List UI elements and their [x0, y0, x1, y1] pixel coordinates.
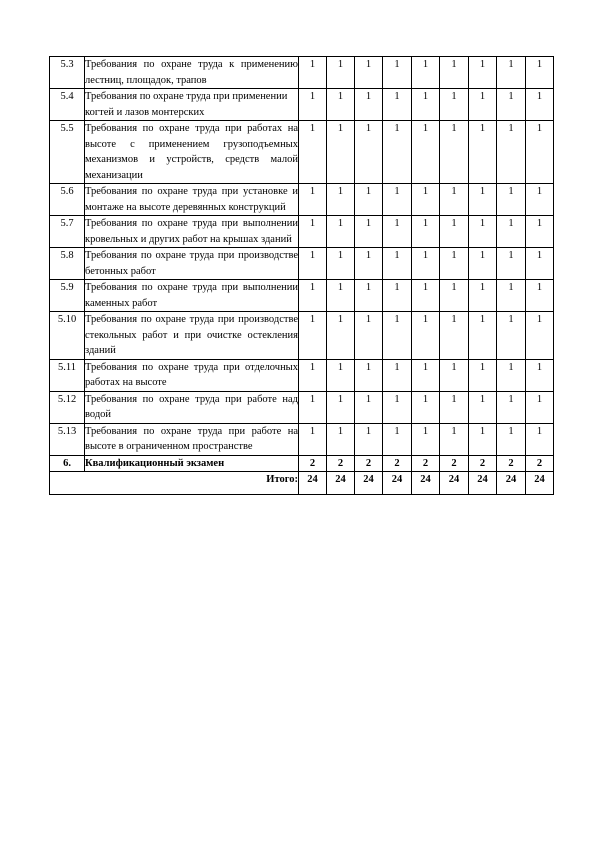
row-number: 5.9	[50, 280, 85, 312]
hours-cell: 1	[526, 216, 554, 248]
hours-cell: 2	[440, 455, 469, 472]
row-number: 5.6	[50, 184, 85, 216]
hours-cell: 1	[299, 359, 327, 391]
table-row	[50, 184, 554, 216]
row-title-cell	[85, 423, 299, 455]
hours-cell: 1	[469, 391, 497, 423]
row-title: Требования по охране труда при выполнении кровельных и других работ на крышах зданий	[85, 218, 298, 245]
row-title: Требования по охране труда при производстве бетонных работ	[85, 250, 298, 277]
hours-cell: 1	[497, 89, 526, 121]
hours-cell: 1	[327, 216, 355, 248]
hours-cell: 1	[355, 423, 383, 455]
hours-cell: 1	[383, 57, 412, 89]
hours-cell: 1	[327, 89, 355, 121]
hours-cell: 2	[497, 455, 526, 472]
row-number: 5.3	[50, 57, 85, 89]
hours-cell: 1	[440, 359, 469, 391]
row-title-cell	[85, 391, 299, 423]
hours-cell: 1	[327, 391, 355, 423]
hours-cell: 1	[497, 121, 526, 184]
hours-cell: 1	[355, 359, 383, 391]
table-body	[50, 57, 554, 495]
hours-cell: 1	[355, 57, 383, 89]
hours-cell: 1	[412, 423, 440, 455]
hours-cell: 1	[383, 359, 412, 391]
hours-cell: 1	[440, 184, 469, 216]
hours-cell: 1	[383, 121, 412, 184]
hours-cell: 1	[383, 248, 412, 280]
hours-cell: 1	[526, 184, 554, 216]
hours-cell: 1	[355, 121, 383, 184]
hours-cell: 1	[526, 280, 554, 312]
hours-cell: 1	[497, 216, 526, 248]
hours-cell: 1	[327, 359, 355, 391]
hours-cell: 1	[412, 280, 440, 312]
table-row	[50, 216, 554, 248]
row-title-cell	[85, 248, 299, 280]
row-number: 5.4	[50, 89, 85, 121]
hours-cell: 1	[497, 280, 526, 312]
hours-cell: 1	[526, 423, 554, 455]
row-title: Требования по охране труда при применении когтей и лазов монтерских	[85, 91, 288, 118]
hours-cell: 1	[299, 280, 327, 312]
hours-cell: 1	[355, 184, 383, 216]
hours-cell: 1	[383, 423, 412, 455]
hours-cell: 1	[327, 57, 355, 89]
hours-cell: 1	[383, 216, 412, 248]
hours-cell: 1	[299, 184, 327, 216]
hours-cell: 1	[526, 359, 554, 391]
hours-cell: 1	[299, 423, 327, 455]
hours-cell: 1	[469, 248, 497, 280]
hours-cell: 1	[327, 248, 355, 280]
row-title: Требования по охране труда к применению лестниц, площадок, трапов	[85, 59, 298, 86]
table-row	[50, 423, 554, 455]
hours-cell: 1	[383, 184, 412, 216]
row-title-cell	[85, 121, 299, 184]
row-title-cell	[85, 280, 299, 312]
hours-cell: 1	[412, 391, 440, 423]
table-row	[50, 312, 554, 360]
row-title-cell	[85, 312, 299, 360]
hours-cell: 1	[526, 391, 554, 423]
row-number: 5.13	[50, 423, 85, 455]
hours-cell: 1	[383, 89, 412, 121]
hours-cell: 1	[355, 280, 383, 312]
hours-cell: 1	[327, 280, 355, 312]
hours-cell: 1	[440, 280, 469, 312]
hours-cell: 1	[299, 57, 327, 89]
hours-cell: 1	[412, 184, 440, 216]
row-number: 5.12	[50, 391, 85, 423]
hours-cell: 2	[327, 455, 355, 472]
hours-cell: 2	[299, 455, 327, 472]
hours-cell: 2	[526, 455, 554, 472]
hours-cell: 1	[469, 121, 497, 184]
hours-cell: 1	[497, 312, 526, 360]
hours-cell: 1	[412, 89, 440, 121]
hours-cell: 1	[383, 391, 412, 423]
hours-cell: 1	[327, 121, 355, 184]
hours-cell: 24	[469, 472, 497, 495]
hours-cell: 1	[383, 312, 412, 360]
hours-cell: 1	[299, 248, 327, 280]
row-number: 5.5	[50, 121, 85, 184]
hours-cell: 1	[526, 57, 554, 89]
hours-cell: 1	[497, 184, 526, 216]
hours-cell: 1	[469, 280, 497, 312]
row-title: Требования по охране труда при установке и монтаже на высоте деревянных конструкций	[85, 186, 298, 213]
row-title-cell	[85, 216, 299, 248]
table-row	[50, 391, 554, 423]
row-title: Требования по охране труда при выполнении каменных работ	[85, 282, 298, 309]
hours-cell: 24	[327, 472, 355, 495]
hours-cell: 1	[440, 57, 469, 89]
row-number: 6.	[50, 455, 85, 472]
hours-cell: 1	[497, 423, 526, 455]
curriculum-table	[49, 56, 554, 495]
hours-cell: 2	[383, 455, 412, 472]
total-row	[50, 472, 554, 495]
hours-cell: 1	[355, 248, 383, 280]
hours-cell: 24	[497, 472, 526, 495]
hours-cell: 24	[299, 472, 327, 495]
hours-cell: 1	[299, 121, 327, 184]
table-row	[50, 121, 554, 184]
hours-cell: 1	[327, 312, 355, 360]
hours-cell: 1	[355, 216, 383, 248]
row-title-cell	[85, 184, 299, 216]
hours-cell: 1	[469, 359, 497, 391]
hours-cell: 1	[469, 423, 497, 455]
table-row	[50, 57, 554, 89]
exam-row	[50, 455, 554, 472]
hours-cell: 1	[412, 359, 440, 391]
hours-cell: 1	[327, 184, 355, 216]
hours-cell: 24	[526, 472, 554, 495]
total-label: Итого:	[50, 472, 299, 495]
hours-cell: 1	[355, 89, 383, 121]
hours-cell: 1	[440, 391, 469, 423]
hours-cell: 1	[497, 359, 526, 391]
hours-cell: 1	[299, 216, 327, 248]
hours-cell: 1	[412, 248, 440, 280]
hours-cell: 24	[440, 472, 469, 495]
hours-cell: 1	[412, 57, 440, 89]
hours-cell: 1	[299, 89, 327, 121]
hours-cell: 2	[469, 455, 497, 472]
row-title-cell	[85, 359, 299, 391]
hours-cell: 1	[299, 312, 327, 360]
hours-cell: 1	[497, 248, 526, 280]
hours-cell: 1	[469, 312, 497, 360]
hours-cell: 1	[355, 312, 383, 360]
hours-cell: 1	[440, 248, 469, 280]
hours-cell: 1	[526, 312, 554, 360]
hours-cell: 2	[412, 455, 440, 472]
hours-cell: 1	[469, 184, 497, 216]
hours-cell: 1	[412, 216, 440, 248]
table-row	[50, 280, 554, 312]
hours-cell: 1	[412, 121, 440, 184]
table-row	[50, 248, 554, 280]
row-title-cell	[85, 89, 299, 121]
row-number: 5.10	[50, 312, 85, 360]
hours-cell: 1	[440, 312, 469, 360]
hours-cell: 24	[355, 472, 383, 495]
hours-cell: 1	[497, 57, 526, 89]
row-number: 5.11	[50, 359, 85, 391]
hours-cell: 1	[412, 312, 440, 360]
hours-cell: 1	[440, 121, 469, 184]
hours-cell: 2	[355, 455, 383, 472]
hours-cell: 1	[469, 57, 497, 89]
hours-cell: 1	[526, 248, 554, 280]
hours-cell: 1	[440, 216, 469, 248]
hours-cell: 1	[355, 391, 383, 423]
hours-cell: 1	[299, 391, 327, 423]
hours-cell: 1	[469, 216, 497, 248]
hours-cell: 24	[383, 472, 412, 495]
table-row	[50, 89, 554, 121]
row-title: Квалификационный экзамен	[85, 455, 299, 472]
hours-cell: 1	[469, 89, 497, 121]
row-number: 5.8	[50, 248, 85, 280]
row-title: Требования по охране труда при работе над водой	[85, 393, 298, 420]
hours-cell: 1	[440, 423, 469, 455]
row-title: Требования по охране труда при отделочных работах на высоте	[85, 361, 298, 388]
hours-cell: 24	[412, 472, 440, 495]
hours-cell: 1	[440, 89, 469, 121]
hours-cell: 1	[383, 280, 412, 312]
hours-cell: 1	[327, 423, 355, 455]
row-title-cell	[85, 57, 299, 89]
row-title: Требования по охране труда при работе на высоте в ограниченном пространстве	[85, 425, 298, 452]
table-row	[50, 359, 554, 391]
row-number: 5.7	[50, 216, 85, 248]
row-title: Требования по охране труда при работах на высоте с применением грузоподъемных механизмов и устройств, средств малой механизации	[85, 123, 298, 181]
row-title: Требования по охране труда при производстве стекольных работ и при очистке остекления зданий	[85, 314, 298, 356]
hours-cell: 1	[497, 391, 526, 423]
hours-cell: 1	[526, 121, 554, 184]
hours-cell: 1	[526, 89, 554, 121]
